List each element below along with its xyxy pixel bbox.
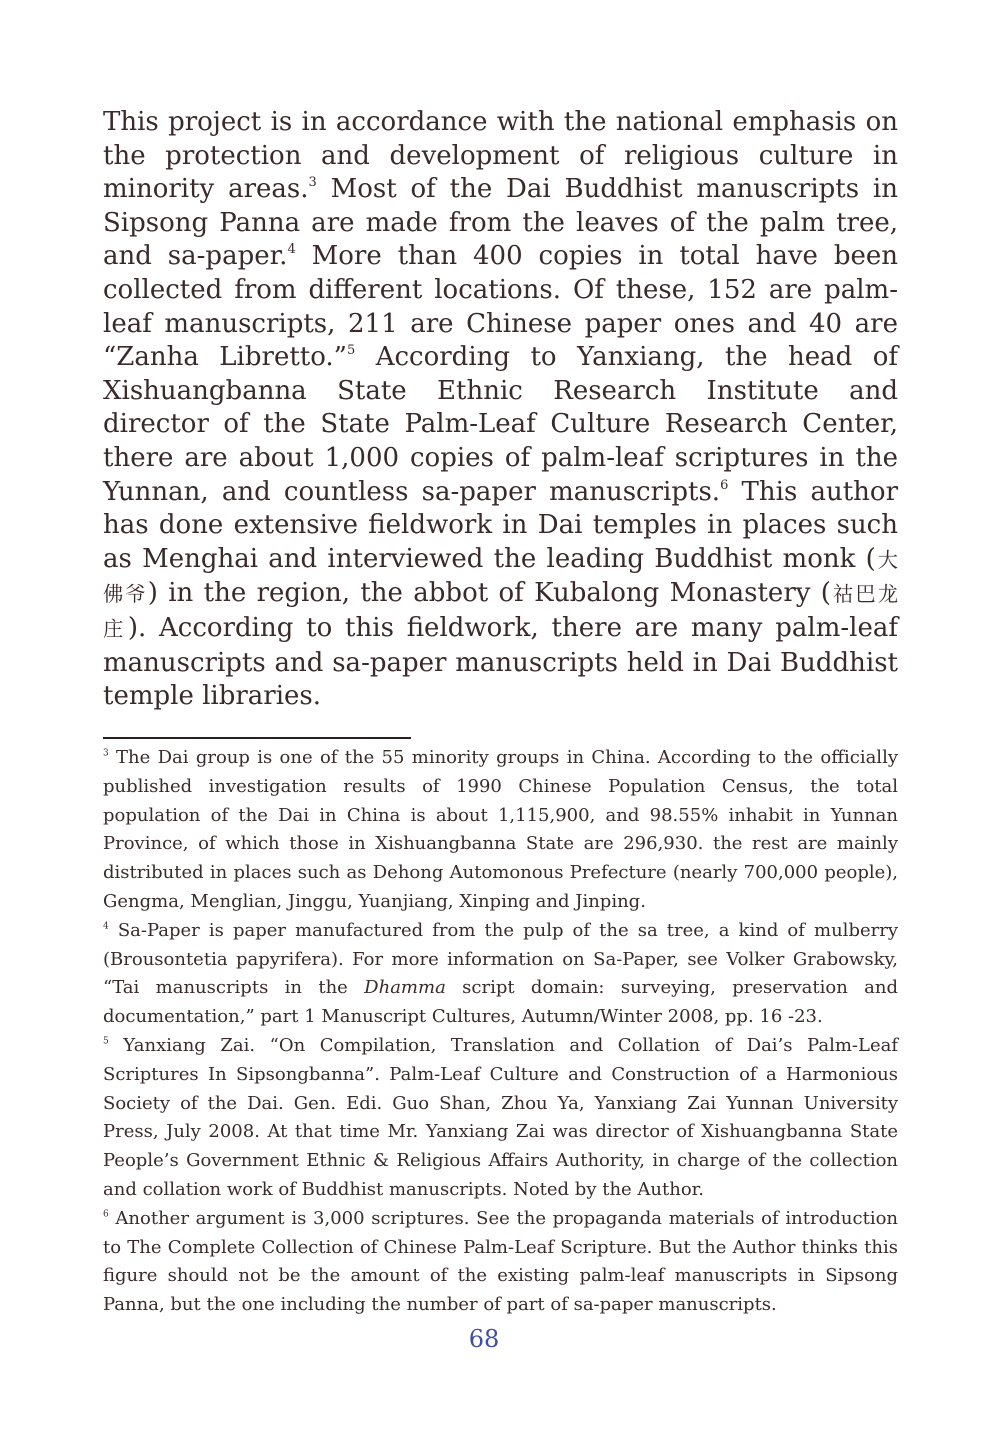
footnote-ref-3[interactable]: 3	[308, 175, 317, 191]
footnote-ref-5[interactable]: 5	[346, 343, 356, 359]
body-text: This project is in accordance with the national emphasis on the protection and development of religious culture in minority areas.	[103, 107, 898, 205]
footnote-text: Sa-Paper is paper manufactured from the pulp of the sa tree, a kind of mulberry (Brousontetia papyrifera). For more information on Sa-Paper, see Volker Grabowsky, “Tai manuscripts in the	[103, 919, 898, 999]
body-text: This author has done extensive fieldwork in Dai temples in places such as Menghai and interviewed the leading Buddhist monk (	[103, 476, 899, 574]
body-text: According to Yanxiang, the head of Xishuangbanna State Ethnic Research Institute and director of the State Palm-Leaf Culture Research Center, there are about 1,000 copies of palm-leaf scriptures in the Yunnan, and countless sa-paper manuscripts.	[103, 342, 898, 507]
footnote-number: 4	[103, 921, 109, 932]
footnote-number: 6	[103, 1209, 109, 1220]
footnote-text: Yanxiang Zai. “On Compilation, Translation and Collation of Dai’s Palm-Leaf Scriptures In Sipsongbanna”. Palm-Leaf Culture and Construction of a Harmonious Society of the Dai. Gen. Edi. Guo Shan, Zhou Ya, Yanxiang Zai Yunnan University Press, July 2008. At that time Mr. Yanxiang Zai was director of Xishuangbanna State People’s Government Ethnic & Religious Affairs Authority, in charge of the collection and collation work of Buddhist manuscripts. Noted by the Author.	[103, 1034, 898, 1200]
body-text: ) in the region, the abbot of Kubalong Monastery (	[147, 578, 831, 609]
body-paragraph	[103, 106, 898, 714]
footnote-text: Another argument is 3,000 scriptures. See the propaganda materials of introduction to The Complete Collection of Chinese Palm-Leaf Scripture. But the Author thinks this figure should not be the amount of the existing palm-leaf manuscripts in Sipsong Panna, but the one including the number of part of sa-paper manuscripts.	[103, 1207, 898, 1316]
chinese-term-monastery: 祜巴龙庄	[103, 582, 899, 641]
footnote-5	[103, 1032, 898, 1205]
body-text: ). According to this fieldwork, there are many palm-leaf manuscripts and sa-paper manuscripts held in Dai Buddhist temple libraries.	[103, 612, 898, 712]
footnote-3	[103, 744, 898, 917]
footnotes-section	[103, 744, 898, 1320]
page-number: 68	[468, 1325, 500, 1353]
footnote-number: 5	[103, 1036, 109, 1047]
footnote-text: script domain: surveying, preservation and documentation,” part 1 Manuscript Cultures, Autumn/Winter 2008, pp. 16 -23.	[103, 977, 898, 1028]
footnote-ref-4[interactable]: 4	[287, 242, 296, 258]
footnote-text: The Dai group is one of the 55 minority groups in China. According to the officially published investigation results of 1990 Chinese Population Census, the total population of the Dai in China is about 1,115,900, and 98.55% inhabit in Yunnan Province, of which those in Xishuangbanna State are 296,930. the rest are mainly distributed in places such as Dehong Automonous Prefecture (nearly 700,000 people), Gengma, Menglian, Jinggu, Yuanjiang, Xinping and Jinping.	[103, 747, 898, 912]
footnote-6	[103, 1205, 898, 1320]
footnote-4	[103, 917, 898, 1032]
footnote-number: 3	[103, 748, 109, 759]
body-text: More than 400 copies in total have been collected from different locations. Of these, 152 are palm-leaf manuscripts, 211 are Chinese paper ones and 40 are “Zanha Libretto.”	[103, 241, 899, 373]
footnote-divider	[103, 737, 411, 739]
footnote-italic-term: Dhamma	[364, 977, 446, 999]
footnote-ref-6[interactable]: 6	[720, 477, 729, 493]
chinese-term-monk: 大佛爷	[103, 547, 898, 607]
body-text: Most of the Dai Buddhist manuscripts in Sipsong Panna are made from the leaves of the palm tree, and sa-paper.	[103, 174, 898, 272]
